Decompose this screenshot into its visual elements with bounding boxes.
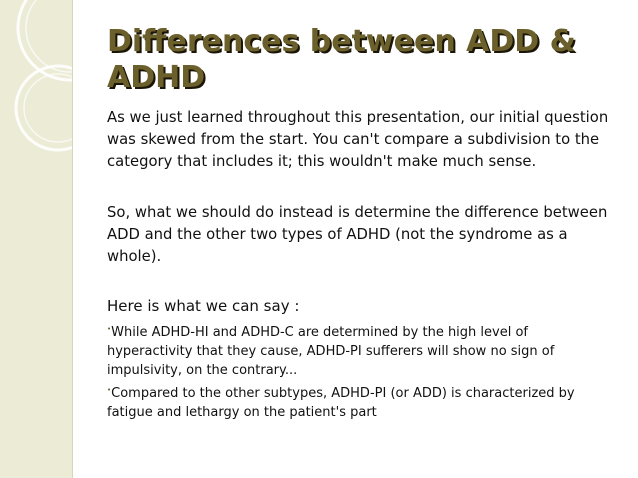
list-item: [107, 323, 597, 380]
bullet-text-fatigue: Compared to the other subtypes, ADHD-PI (or ADD) is characterized by fatigue and lethargy on the patient's part: [107, 386, 575, 420]
summary-lead-paragraph: Here is what we can say :: [107, 297, 300, 315]
list-item: [107, 384, 597, 422]
slide-title: Differences between ADD & ADHD: [107, 24, 576, 95]
bullet-icon: •: [107, 386, 112, 394]
intro-paragraph: As we just learned throughout this presentation, our initial question was skewed from the start. You can't compare a subdivision to the category that includes it; this wouldn't make much sense.: [107, 109, 609, 170]
approach-paragraph: So, what we should do instead is determine the difference between ADD and the other two types of ADHD (not the syndrome as a whole).: [107, 204, 608, 265]
concentric-circles-icon: [0, 0, 72, 478]
bullet-text-hyperactivity: While ADHD-HI and ADHD-C are determined by the high level of hyperactivity that they cause, ADHD-PI sufferers will show no sign of impulsivity, on the contrary...: [107, 325, 555, 378]
bullet-icon: •: [107, 325, 112, 333]
decorative-sidebar: [0, 0, 73, 478]
